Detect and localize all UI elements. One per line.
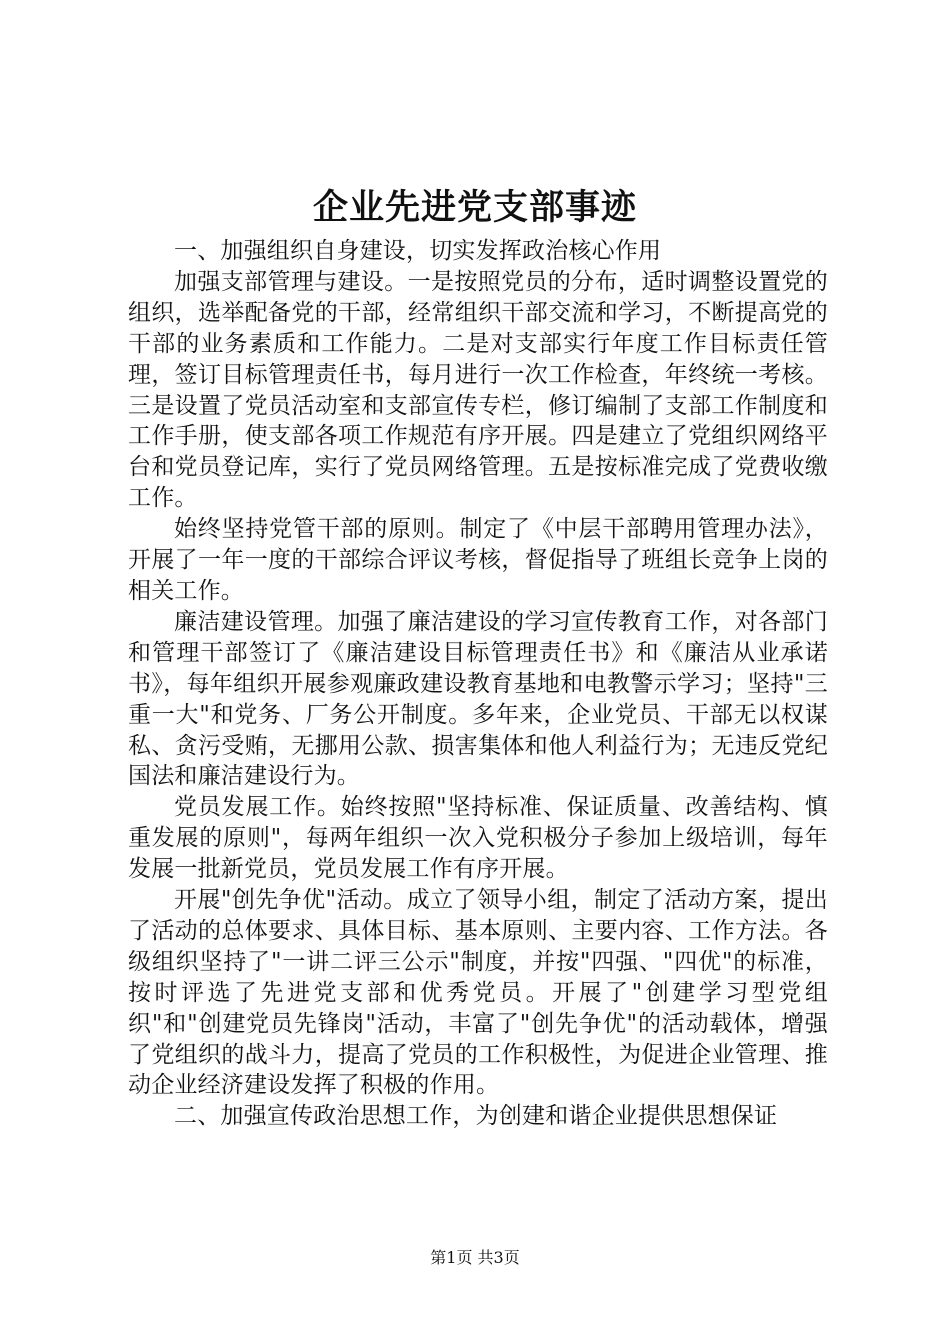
paragraph-integrity: 廉洁建设管理。加强了廉洁建设的学习宣传教育工作，对各部门和管理干部签订了《廉洁建设目标管理责任书》和《廉洁从业承诺书》，每年组织开展参观廉政建设教育基地和电教警示学习；坚持"三重一大"和党务、厂务公开制度。多年来，企业党员、干部无以权谋私、贪污受贿，无挪用公款、损害集体和他人利益行为；无违反党纪国法和廉洁建设行为。 <box>128 608 828 790</box>
section-heading-2: 二、加强宣传政治思想工作，为创建和谐企业提供思想保证 <box>174 1103 778 1130</box>
paragraph-cadre-management: 始终坚持党管干部的原则。制定了《中层干部聘用管理办法》，开展了一年一度的干部综合评议考核，督促指导了班组长竞争上岗的相关工作。 <box>128 516 828 604</box>
document-title: 企业先进党支部事迹 <box>312 187 637 228</box>
document-body <box>128 236 828 1132</box>
page-footer: 第1页 共3页 <box>430 1248 520 1267</box>
paragraph-member-development: 党员发展工作。始终按照"坚持标准、保证质量、改善结构、慎重发展的原则"，每两年组织一次入党积极分子参加上级培训，每年发展一批新党员，党员发展工作有序开展。 <box>128 794 828 883</box>
section-heading-1: 一、加强组织自身建设，切实发挥政治核心作用 <box>174 238 662 264</box>
paragraph-excellence-campaign: 开展"创先争优"活动。成立了领导小组，制定了活动方案，提出了活动的总体要求、具体目标、基本原则、主要内容、工作方法。各级组织坚持了"一讲二评三公示"制度，并按"四强、"四优"的标准，按时评选了先进党支部和优秀党员。开展了"创建学习型党组织"和"创建党员先锋岗"活动，丰富了"创先争优"的活动载体，增强了党组织的战斗力，提高了党员的工作积极性，为促进企业管理、推动企业经济建设发挥了积极的作用。 <box>128 887 828 1099</box>
paragraph-branch-management: 加强支部管理与建设。一是按照党员的分布，适时调整设置党的组织，选举配备党的干部，经常组织干部交流和学习，不断提高党的干部的业务素质和工作能力。二是对支部实行年度工作目标责任管理，签订目标管理责任书，每月进行一次工作检查，年终统一考核。三是设置了党员活动室和支部宣传专栏，修订编制了支部工作制度和工作手册，使支部各项工作规范有序开展。四是建立了党组织网络平台和党员登记库，实行了党员网络管理。五是按标准完成了党费收缴工作。 <box>128 268 828 512</box>
